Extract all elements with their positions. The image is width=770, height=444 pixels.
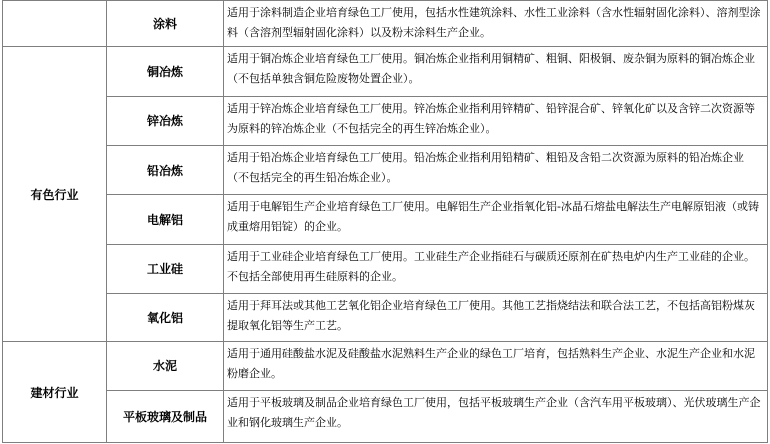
description-cell: 适用于涂料制造企业培育绿色工厂使用，包括水性建筑涂料、水性工业涂料（含水性辐射固化涂料）、溶剂型涂料（含溶剂型辐射固化涂料）以及粉末涂料生产企业。: [224, 1, 768, 47]
sub-industry-cell: 工业硅: [107, 244, 224, 293]
sub-industry-cell: 氧化铝: [107, 293, 224, 341]
industry-cell-empty: [3, 1, 107, 47]
industry-cell: 建材行业: [3, 342, 107, 443]
description-cell: 适用于工业硅企业培育绿色工厂使用。工业硅生产企业指硅石与碳质还原剂在矿热电炉内生产工业硅的企业。不包括全部使用再生硅原料的企业。: [224, 244, 768, 293]
industry-cell: 有色行业: [3, 47, 107, 342]
description-cell: 适用于平板玻璃及制品企业培育绿色工厂使用，包括平板玻璃生产企业（含汽车用平板玻璃）、光伏玻璃生产企业和钢化玻璃生产企业。: [224, 390, 768, 442]
table-row: [3, 244, 768, 293]
sub-industry-cell: 平板玻璃及制品: [107, 390, 224, 442]
description-cell: 适用于电解铝生产企业培育绿色工厂使用。电解铝生产企业指氧化铝-冰晶石熔盐电解法生产电解原铝液（或铸成重熔用铝锭）的企业。: [224, 195, 768, 244]
table-row: [3, 293, 768, 341]
table-row: [3, 1, 768, 47]
sub-industry-cell: 铜冶炼: [107, 47, 224, 96]
sub-industry-cell: 水泥: [107, 342, 224, 390]
sub-industry-cell: 涂料: [107, 1, 224, 47]
description-cell: 适用于锌冶炼企业培育绿色工厂使用。锌冶炼企业指利用锌精矿、铅锌混合矿、锌氧化矿以及含锌二次资源等为原料的锌冶炼企业（不包括完全的再生锌冶炼企业）。: [224, 96, 768, 145]
description-cell: 适用于通用硅酸盐水泥及硅酸盐水泥熟料生产企业的绿色工厂培育，包括熟料生产企业、水泥生产企业和水泥粉磨企业。: [224, 342, 768, 390]
standards-table: [2, 0, 768, 443]
sub-industry-cell: 电解铝: [107, 195, 224, 244]
table-row: [3, 390, 768, 442]
description-cell: 适用于铅冶炼企业培育绿色工厂使用。铅冶炼企业指利用铅精矿、粗铅及含铅二次资源为原料的铅冶炼企业（不包括完全的再生铅冶炼企业）。: [224, 145, 768, 194]
table-row: [3, 145, 768, 194]
description-cell: 适用于拜耳法或其他工艺氧化铝企业培育绿色工厂使用。其他工艺指烧结法和联合法工艺，不包括高铝粉煤灰提取氧化铝等生产工艺。: [224, 293, 768, 341]
table-row: [3, 96, 768, 145]
sub-industry-cell: 铅冶炼: [107, 145, 224, 194]
table-row: [3, 342, 768, 390]
table-row: [3, 195, 768, 244]
table-row: [3, 47, 768, 96]
description-cell: 适用于铜冶炼企业培育绿色工厂使用。铜冶炼企业指利用铜精矿、粗铜、阳极铜、废杂铜为原料的铜冶炼企业（不包括单独含铜危险废物处置企业）。: [224, 47, 768, 96]
sub-industry-cell: 锌冶炼: [107, 96, 224, 145]
